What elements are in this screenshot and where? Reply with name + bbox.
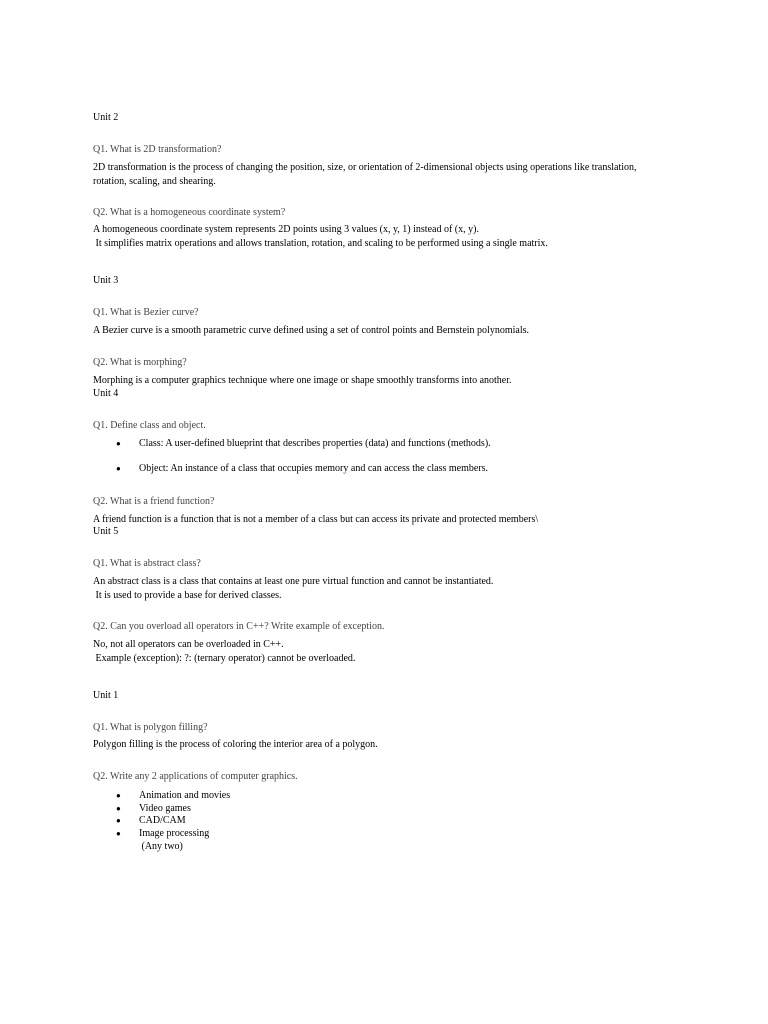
unit3-q1-question: Q1. What is Bezier curve? bbox=[93, 307, 199, 318]
unit2-q2-answer-line2: It simplifies matrix operations and allows translation, rotation, and scaling to be performed using a single matrix. bbox=[93, 238, 548, 249]
bullet-icon: ● bbox=[116, 816, 121, 825]
unit5-q1-answer-line2: It is used to provide a base for derived classes. bbox=[93, 590, 282, 601]
unit1-q2-bullet-image-processing: Image processing bbox=[139, 828, 210, 839]
unit3-q1-answer-line1: A Bezier curve is a smooth parametric curve defined using a set of control points and Bernstein polynomials. bbox=[93, 325, 529, 336]
unit1-q2-bullet-games: Video games bbox=[139, 803, 191, 814]
unit3-heading: Unit 3 bbox=[93, 275, 119, 286]
unit3-q2-answer-line1: Morphing is a computer graphics technique where one image or shape smoothly transforms into another. bbox=[93, 375, 512, 386]
unit5-q1-question: Q1. What is abstract class? bbox=[93, 558, 201, 569]
unit4-q2-question: Q2. What is a friend function? bbox=[93, 496, 215, 507]
unit4-q2-answer-line1: A friend function is a function that is not a member of a class but can access its private and protected members\ bbox=[93, 514, 539, 525]
unit2-q1-answer-line1: 2D transformation is the process of changing the position, size, or orientation of 2-dimensional objects using operations like translation, bbox=[93, 162, 637, 173]
unit1-q1-question: Q1. What is polygon filling? bbox=[93, 722, 208, 733]
unit1-q2-note: (Any two) bbox=[139, 841, 183, 852]
unit1-q2-bullet-cadcam: CAD/CAM bbox=[139, 815, 186, 826]
unit2-heading: Unit 2 bbox=[93, 112, 119, 123]
unit4-q1-bullet-object: Object: An instance of a class that occupies memory and can access the class members. bbox=[139, 463, 489, 474]
unit4-q1-bullet-class: Class: A user-defined blueprint that describes properties (data) and functions (methods). bbox=[139, 438, 491, 449]
unit5-q2-answer-line1: No, not all operators can be overloaded in C++. bbox=[93, 639, 284, 650]
unit1-q1-answer-line1: Polygon filling is the process of coloring the interior area of a polygon. bbox=[93, 739, 378, 750]
bullet-icon: ● bbox=[116, 829, 121, 838]
unit5-q2-question: Q2. Can you overload all operators in C++? Write example of exception. bbox=[93, 621, 385, 632]
bullet-icon: ● bbox=[116, 464, 121, 473]
unit2-q1-answer-line2: rotation, scaling, and shearing. bbox=[93, 176, 216, 187]
unit1-heading: Unit 1 bbox=[93, 690, 119, 701]
unit4-q1-question: Q1. Define class and object. bbox=[93, 420, 206, 431]
unit2-q1-question: Q1. What is 2D transformation? bbox=[93, 144, 222, 155]
bullet-icon: ● bbox=[116, 439, 121, 448]
bullet-icon: ● bbox=[116, 804, 121, 813]
bullet-icon: ● bbox=[116, 791, 121, 800]
unit1-q2-bullet-animation: Animation and movies bbox=[139, 790, 231, 801]
unit3-q2-question: Q2. What is morphing? bbox=[93, 357, 187, 368]
unit2-q2-question: Q2. What is a homogeneous coordinate system? bbox=[93, 207, 286, 218]
unit2-q2-answer-line1: A homogeneous coordinate system represents 2D points using 3 values (x, y, 1) instead of (x, y). bbox=[93, 224, 479, 235]
unit5-q1-answer-line1: An abstract class is a class that contains at least one pure virtual function and cannot be instantiated. bbox=[93, 576, 494, 587]
unit5-q2-answer-line2: Example (exception): ?: (ternary operator) cannot be overloaded. bbox=[93, 653, 356, 664]
unit1-q2-question: Q2. Write any 2 applications of computer graphics. bbox=[93, 771, 298, 782]
unit4-heading: Unit 4 bbox=[93, 388, 119, 399]
unit5-heading: Unit 5 bbox=[93, 526, 119, 537]
